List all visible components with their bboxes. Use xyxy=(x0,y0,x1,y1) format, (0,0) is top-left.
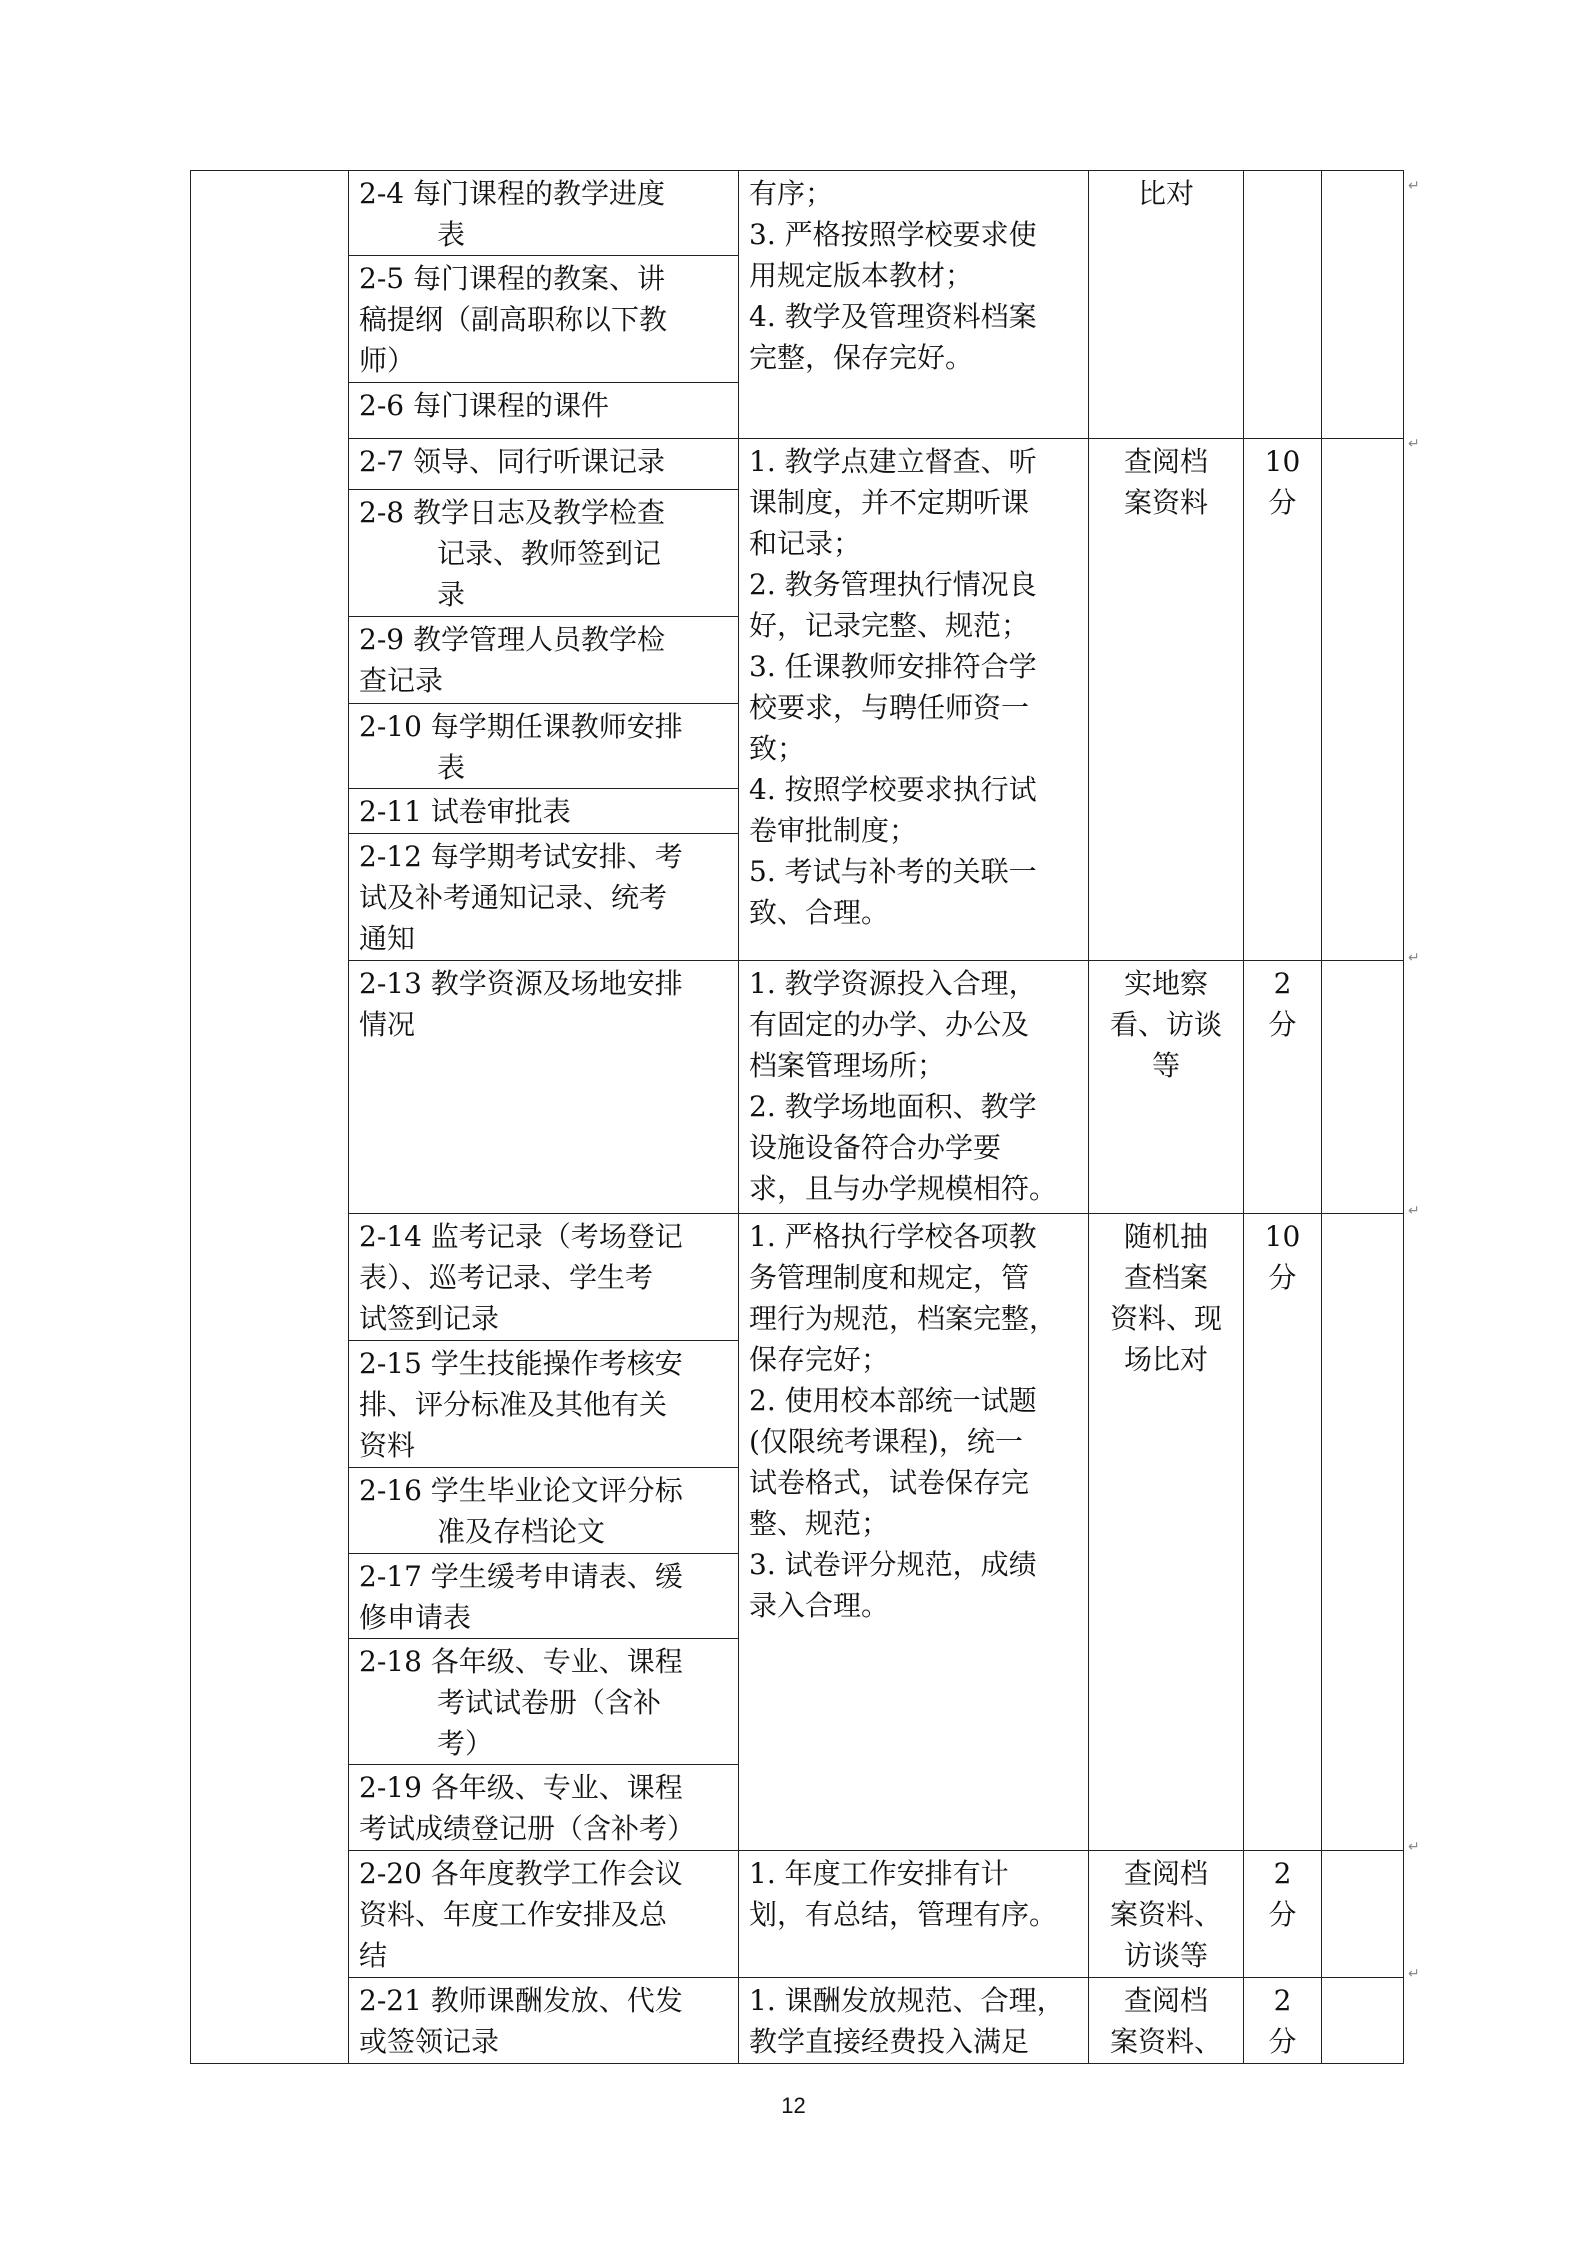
paragraph-mark-icon: ↵ xyxy=(1408,950,1420,966)
score-cell: 2 分 xyxy=(1244,1978,1322,2064)
score-cell: 10 分 xyxy=(1244,439,1322,961)
method-cell: 查阅档 案资料 xyxy=(1089,439,1244,961)
table-row xyxy=(191,439,1404,490)
method-cell: 实地察 看、访谈 等 xyxy=(1089,961,1244,1214)
method-cell: 查阅档 案资料、 xyxy=(1089,1978,1244,2064)
paragraph-mark-icon: ↵ xyxy=(1408,436,1420,452)
item-cell: 2-10 每学期任课教师安排 表 xyxy=(349,704,739,789)
table-row xyxy=(191,1978,1404,2064)
criteria-cell: 1. 教学资源投入合理， 有固定的办学、办公及 档案管理场所； 2. 教学场地面积、教学 设施设备符合办学要 求，且与办学规模相符。 xyxy=(739,961,1089,1214)
method-cell: 查阅档 案资料、 访谈等 xyxy=(1089,1851,1244,1978)
item-cell: 2-11 试卷审批表 xyxy=(349,789,739,834)
score-cell: 10 分 xyxy=(1244,1214,1322,1851)
item-cell: 2-13 教学资源及场地安排 情况 xyxy=(349,961,739,1214)
criteria-cell: 1. 年度工作安排有计 划，有总结，管理有序。 xyxy=(739,1851,1089,1978)
criteria-cell: 有序； 3. 严格按照学校要求使 用规定版本教材； 4. 教学及管理资料档案 完整，保存完好。 xyxy=(739,171,1089,439)
paragraph-mark-icon: ↵ xyxy=(1408,178,1420,194)
paragraph-mark-icon: ↵ xyxy=(1408,1966,1420,1982)
table-row xyxy=(191,1851,1404,1978)
remark-cell xyxy=(1322,1978,1404,2064)
criteria-cell: 1. 严格执行学校各项教 务管理制度和规定，管 理行为规范，档案完整， 保存完好； 2. 使用校本部统一试题 (仅限统考课程)，统一 试卷格式，试卷保存完 整、规范； 3. 试卷评分规范，成绩 录入合理。 xyxy=(739,1214,1089,1851)
page-number: 12 xyxy=(781,2093,806,2118)
method-cell: 比对 xyxy=(1089,171,1244,439)
remark-cell xyxy=(1322,171,1404,439)
item-cell: 2-14 监考记录（考场登记 表）、巡考记录、学生考 试签到记录 xyxy=(349,1214,739,1341)
item-cell: 2-4 每门课程的教学进度 表 xyxy=(349,171,739,256)
score-cell: 2 分 xyxy=(1244,961,1322,1214)
category-cell xyxy=(191,171,349,2064)
item-cell: 2-7 领导、同行听课记录 xyxy=(349,439,739,490)
item-cell: 2-19 各年级、专业、课程 考试成绩登记册（含补考） xyxy=(349,1765,739,1851)
item-cell: 2-15 学生技能操作考核安 排、评分标准及其他有关 资料 xyxy=(349,1341,739,1468)
item-cell: 2-8 教学日志及教学检查 记录、教师签到记 录 xyxy=(349,490,739,617)
remark-cell xyxy=(1322,961,1404,1214)
item-cell: 2-18 各年级、专业、课程 考试试卷册（含补 考） xyxy=(349,1639,739,1765)
evaluation-table xyxy=(190,170,1404,2064)
criteria-cell: 1. 教学点建立督查、听 课制度，并不定期听课 和记录； 2. 教务管理执行情况良 好，记录完整、规范； 3. 任课教师安排符合学 校要求，与聘任师资一 致； 4. 按照学校要求执行试 卷审批制度； 5. 考试与补考的关联一 致、合理。 xyxy=(739,439,1089,961)
score-cell xyxy=(1244,171,1322,439)
paragraph-mark-icon: ↵ xyxy=(1408,1839,1420,1855)
item-cell: 2-9 教学管理人员教学检 查记录 xyxy=(349,617,739,704)
item-cell: 2-17 学生缓考申请表、缓 修申请表 xyxy=(349,1554,739,1639)
method-cell: 随机抽 查档案 资料、现 场比对 xyxy=(1089,1214,1244,1851)
remark-cell xyxy=(1322,1851,1404,1978)
item-cell: 2-20 各年度教学工作会议 资料、年度工作安排及总 结 xyxy=(349,1851,739,1978)
item-cell: 2-6 每门课程的课件 xyxy=(349,383,739,439)
criteria-cell: 1. 课酬发放规范、合理， 教学直接经费投入满足 xyxy=(739,1978,1089,2064)
table-row xyxy=(191,961,1404,1214)
remark-cell xyxy=(1322,1214,1404,1851)
item-cell: 2-12 每学期考试安排、考 试及补考通知记录、统考 通知 xyxy=(349,834,739,961)
table-row xyxy=(191,1214,1404,1341)
score-cell: 2 分 xyxy=(1244,1851,1322,1978)
table-row xyxy=(191,171,1404,256)
item-cell: 2-5 每门课程的教案、讲 稿提纲（副高职称以下教 师） xyxy=(349,256,739,383)
item-cell: 2-16 学生毕业论文评分标 准及存档论文 xyxy=(349,1468,739,1554)
remark-cell xyxy=(1322,439,1404,961)
item-cell: 2-21 教师课酬发放、代发 或签领记录 xyxy=(349,1978,739,2064)
paragraph-mark-icon: ↵ xyxy=(1408,1203,1420,1219)
